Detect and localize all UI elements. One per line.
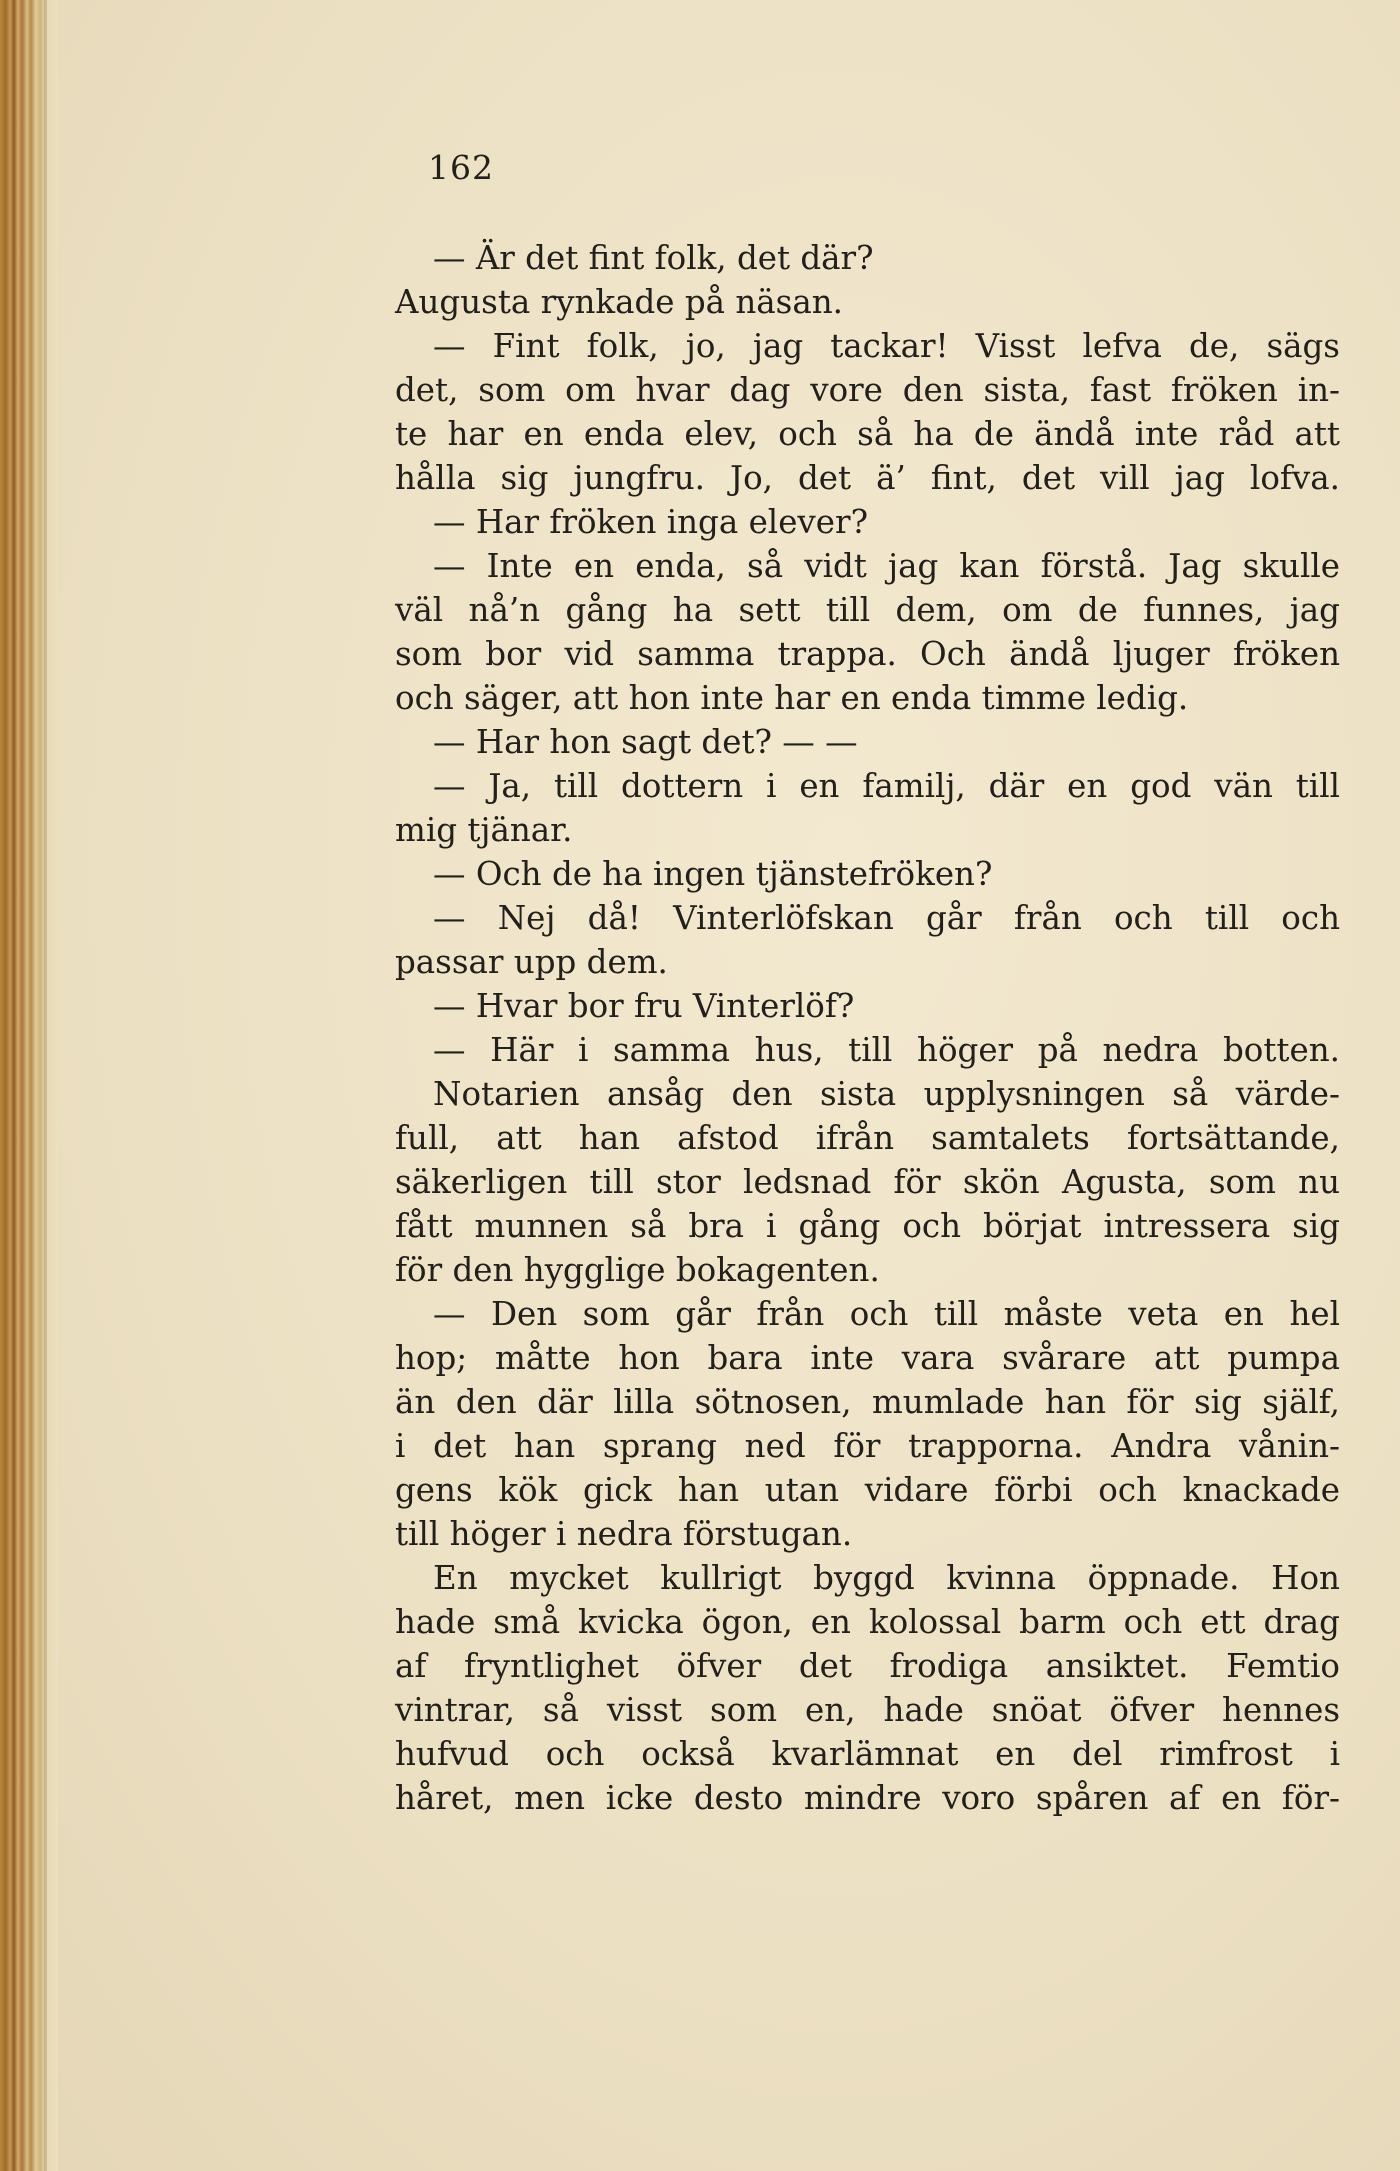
text-line: — Och de ha ingen tjänstefröken? <box>433 855 993 893</box>
text-line: vintrar, så visst som en, hade snöat öfver hennes <box>395 1691 1340 1729</box>
text-line: det, som om hvar dag vore den sista, fast fröken in- <box>395 371 1340 409</box>
text-line: håret, men icke desto mindre voro spåren af en för- <box>395 1779 1340 1817</box>
text-line: säkerligen till stor ledsnad för skön Agusta, som nu <box>395 1163 1340 1201</box>
text-line: full, att han afstod ifrån samtalets fortsättande, <box>395 1119 1340 1157</box>
text-line: mig tjänar. <box>395 811 573 849</box>
text-line: till höger i nedra förstugan. <box>395 1515 853 1553</box>
text-line: hop; måtte hon bara inte vara svårare att pumpa <box>395 1339 1340 1377</box>
page-number: 162 <box>428 148 494 187</box>
text-line: — Inte en enda, så vidt jag kan förstå. Jag skulle <box>433 547 1340 585</box>
text-line: — Ja, till dottern i en familj, där en god vän till <box>433 767 1340 805</box>
text-line: En mycket kullrigt byggd kvinna öppnade. Hon <box>433 1559 1340 1597</box>
text-line: hade små kvicka ögon, en kolossal barm och ett drag <box>395 1603 1340 1641</box>
text-line: för den hygglige bokagenten. <box>395 1251 880 1289</box>
text-line: — Är det fint folk, det där? <box>433 239 874 277</box>
text-line: — Nej då! Vinterlöfskan går från och till och <box>433 899 1340 937</box>
book-spine <box>0 0 58 2171</box>
text-line: fått munnen så bra i gång och börjat intressera sig <box>395 1207 1340 1245</box>
text-line: Notarien ansåg den sista upplysningen så värde- <box>433 1075 1340 1113</box>
text-line: — Har fröken inga elever? <box>433 503 868 541</box>
text-line: — Har hon sagt det? — — <box>433 723 858 761</box>
spine-shadow <box>44 0 47 2171</box>
text-line: väl nå’n gång ha sett till dem, om de funnes, jag <box>395 591 1340 629</box>
text-line: som bor vid samma trappa. Och ändå ljuger fröken <box>395 635 1340 673</box>
text-line: och säger, att hon inte har en enda timme ledig. <box>395 679 1189 717</box>
text-line: hufvud och också kvarlämnat en del rimfrost i <box>395 1735 1340 1773</box>
text-line: — Här i samma hus, till höger på nedra botten. <box>433 1031 1340 1069</box>
text-line: — Hvar bor fru Vinterlöf? <box>433 987 855 1025</box>
text-line: — Den som går från och till måste veta en hel <box>433 1295 1340 1333</box>
text-line: — Fint folk, jo, jag tackar! Visst lefva de, sägs <box>433 327 1340 365</box>
text-line: hålla sig jungfru. Jo, det ä’ fint, det vill jag lofva. <box>395 459 1340 497</box>
text-line: passar upp dem. <box>395 943 668 981</box>
text-line: i det han sprang ned för trapporna. Andra vånin- <box>395 1427 1340 1465</box>
text-line: än den där lilla sötnosen, mumlade han för sig själf, <box>395 1383 1340 1421</box>
text-line: te har en enda elev, och så ha de ändå inte råd att <box>395 415 1340 453</box>
text-line: Augusta rynkade på näsan. <box>395 283 843 321</box>
text-line: af fryntlighet öfver det frodiga ansiktet. Femtio <box>395 1647 1340 1685</box>
text-line: gens kök gick han utan vidare förbi och knackade <box>395 1471 1340 1509</box>
